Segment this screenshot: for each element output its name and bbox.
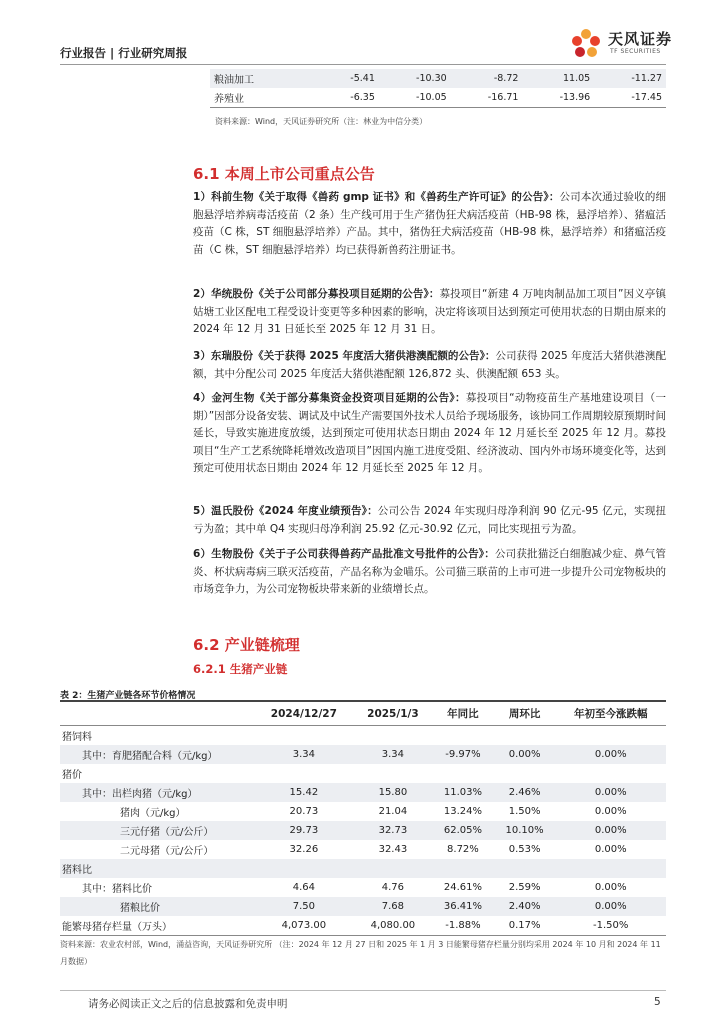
table-row (60, 745, 666, 764)
table-cell: -1.88% (432, 916, 494, 936)
announcement-text: 公司获批猫泛白细胞减少症、鼻气管炎、杯状病毒病三联灭活疫苗，产品名称为金喵乐。公司猫三联苗的上市可进一步提升公司宠物板块的市场竞争力，为公司宠物板块带来新的业绩增长点。 (193, 548, 666, 595)
table-cell: -10.05 (379, 88, 451, 108)
table-row (210, 88, 666, 108)
table-source-note: 资料来源：Wind，天风证券研究所（注：林业为中信分类） (215, 117, 428, 126)
logo-text: 天风证券 (608, 30, 673, 48)
announcement-heading: 6）生物股份《关于子公司获得兽药产品批准文号批件的公告》： (193, 548, 495, 560)
table-row (60, 878, 666, 897)
report-header-title: 行业报告 | 行业研究周报 (60, 46, 188, 60)
row-label: 二元母猪（元/公斤） (120, 846, 214, 857)
table-cell: -5.41 (308, 69, 379, 88)
table-cell: 1.50% (508, 806, 541, 817)
table-header-row (60, 701, 666, 726)
row-label: 其中：育肥猪配合料（元/kg） (60, 745, 254, 764)
table-cell: 11.03% (432, 783, 494, 802)
table-row (60, 840, 666, 859)
table-cell: 11.05 (522, 69, 594, 88)
column-header: 2025/1/3 (354, 701, 432, 726)
table-cell: 13.24% (443, 806, 482, 817)
table-cell: 15.42 (254, 783, 354, 802)
table-row (60, 897, 666, 916)
table-cell: -17.45 (594, 88, 666, 108)
announcement-heading: 4）金河生物《关于部分募集资金投资项目延期的公告》： (193, 392, 466, 404)
table-cell: 29.73 (254, 821, 354, 840)
page-number: 5 (654, 996, 661, 1008)
table-cell: 0.00% (594, 844, 627, 855)
row-label: 养殖业 (210, 88, 308, 108)
table-title: 表 2：生猪产业链各环节价格情况 (60, 691, 196, 701)
table-cell: 2.59% (508, 882, 541, 893)
table-cell: 0.00% (555, 821, 666, 840)
logo-text-en: TF SECURITIES (610, 48, 661, 55)
subsection-title: 6.2.1 生猪产业链 (193, 662, 288, 676)
table-cell: 4.64 (292, 882, 315, 893)
announcement-text: 募投项目“新建 4 万吨肉制品加工项目”因义亭镇姑塘工业区配电工程受设计变更等多种因素的影响，决定将该项目达到预定可使用状态的日期由原来的 2024 年 12 月 31 日延长至 2025 年 12 月 31 日。 (193, 288, 666, 335)
table-cell: -6.35 (308, 88, 379, 108)
announcement-item (193, 390, 666, 478)
announcement-heading: 3）东瑞股份《关于获得 2025 年度活大猪供港澳配额的公告》： (193, 350, 496, 362)
announcement-text: 公司本次通过验收的细胞悬浮培养病毒活疫苗（2 条）生产线可用于生产猪伪狂犬病活疫苗（HB-98 株，悬浮培养）、猪瘟活疫苗（C 株，ST 细胞悬浮培养）产品。其中，猪伪狂犬病活疫苗（HB-98 株，悬浮培养）和猪瘟活疫苗（C 株，ST 细胞悬浮培养）均已获得新兽药注册证书。 (193, 191, 666, 256)
table-cell: 0.00% (594, 882, 627, 893)
table-cell: -13.96 (522, 88, 594, 108)
column-header: 年初至今涨跌幅 (555, 701, 666, 726)
section-title: 6.1 本周上市公司重点公告 (193, 165, 375, 183)
table-row (60, 859, 666, 878)
table-cell: 2.46% (494, 783, 556, 802)
row-label: 猪粮比价 (60, 897, 254, 916)
table-cell: 10.10% (494, 821, 556, 840)
table-cell: -9.97% (432, 745, 494, 764)
announcement-heading: 2）华统股份《关于公司部分募投项目延期的公告》： (193, 288, 440, 300)
table-cell: 21.04 (378, 806, 408, 817)
table-cell: 7.50 (254, 897, 354, 916)
table-row (60, 802, 666, 821)
table-cell: 32.73 (354, 821, 432, 840)
row-label: 三元仔猪（元/公斤） (60, 821, 254, 840)
announcement-text: 募投项目“动物疫苗生产基地建设项目（一期）”因部分设备安装、调试及中试生产需要国外技术人员给予现场服务，该协同工作周期较原预期时间延长，导致实施进度放缓，达到预定可使用状态日期由 2024 年 12 月延长至 2025 年 12 月。募投项目“生产工艺系统降耗增效改造项目”因国内施工进度受阻、经济波动、国内外市场环境变化等，达到预定可使用状态日期由 2024 年 12 月延长至 2025 年 12 月。 (193, 392, 666, 474)
section-title: 6.2 产业链梳理 (193, 636, 300, 654)
column-header: 周环比 (494, 701, 556, 726)
table-cell: 0.00% (594, 806, 627, 817)
table-cell: 0.00% (555, 783, 666, 802)
announcement-item (193, 286, 666, 339)
logo-flower-icon (566, 26, 606, 62)
table-cell: 4,073.00 (254, 916, 354, 936)
table-cell: -11.27 (594, 69, 666, 88)
announcement-text: 公司公告 2024 年实现归母净利润 90 亿元-95 亿元，实现扭亏为盈；其中单 Q4 实现归母净利润 25.92 亿元-30.92 亿元，同比实现扭亏为盈。 (193, 505, 667, 535)
table-cell: 8.72% (447, 844, 479, 855)
announcement-heading: 5）温氏股份《2024 年度业绩预告》： (193, 505, 378, 517)
industry-return-table (210, 69, 666, 108)
column-header: 2024/12/27 (254, 701, 354, 726)
table-cell: 0.00% (494, 745, 556, 764)
company-logo (566, 26, 676, 62)
table-source-note: 资料来源：农业农村部，Wind，涌益咨询，天风证券研究所 （注：2024 年 12 月 27 日和 2025 年 1 月 3 日能繁母猪存栏量分别均采用 2024 年 10 月和 2024 年 11 月数据） (60, 940, 661, 966)
row-label: 其中：猪料比价 (82, 884, 152, 895)
table-cell: 0.53% (508, 844, 541, 855)
table-cell: 32.26 (289, 844, 319, 855)
announcement-text: 公司获得 2025 年度活大猪供港澳配额，其中分配公司 2025 年度活大猪供港配额 126,872 头、供澳配额 653 头。 (193, 350, 667, 380)
table-cell: 3.34 (254, 745, 354, 764)
table-cell: 3.34 (354, 745, 432, 764)
table-row (60, 916, 666, 936)
row-label: 其中：出栏肉猪（元/kg） (60, 783, 254, 802)
table-cell: 15.80 (354, 783, 432, 802)
table-row (60, 726, 666, 746)
table-cell: 20.73 (289, 806, 319, 817)
row-label: 猪肉（元/kg） (120, 808, 186, 819)
row-label: 猪价 (62, 770, 82, 781)
announcement-heading: 1）科前生物《关于取得《兽药 gmp 证书》和《兽药生产许可证》的公告》： (193, 191, 560, 203)
column-header: 年同比 (432, 701, 494, 726)
row-label: 猪料比 (60, 859, 254, 878)
table-cell: 2.40% (494, 897, 556, 916)
announcement-item (193, 503, 666, 538)
announcement-item (193, 546, 666, 599)
hog-price-table (60, 700, 666, 936)
table-cell: 0.17% (494, 916, 556, 936)
row-label: 粮油加工 (210, 69, 308, 88)
table-cell: 62.05% (432, 821, 494, 840)
table-row (60, 783, 666, 802)
table-row (210, 69, 666, 88)
table-cell: -16.71 (451, 88, 523, 108)
footer-disclaimer: 请务必阅读正文之后的信息披露和免责申明 (88, 998, 288, 1010)
row-label: 能繁母猪存栏量（万头） (60, 916, 254, 936)
table-row (60, 764, 666, 783)
table-cell: 4,080.00 (354, 916, 432, 936)
column-header (60, 701, 254, 726)
table-cell: -8.72 (451, 69, 523, 88)
table-cell: 7.68 (354, 897, 432, 916)
announcement-item (193, 189, 666, 259)
table-cell: 32.43 (378, 844, 408, 855)
header-divider (60, 64, 666, 65)
table-cell: 24.61% (443, 882, 482, 893)
table-cell: 0.00% (555, 745, 666, 764)
footer-divider (60, 990, 666, 991)
table-cell: -10.30 (379, 69, 451, 88)
announcement-item (193, 348, 666, 383)
table-cell: -1.50% (555, 916, 666, 936)
table-cell: 36.41% (432, 897, 494, 916)
table-cell: 4.76 (381, 882, 405, 893)
table-row (60, 821, 666, 840)
table-cell: 0.00% (555, 897, 666, 916)
row-label: 猪饲料 (62, 732, 92, 743)
